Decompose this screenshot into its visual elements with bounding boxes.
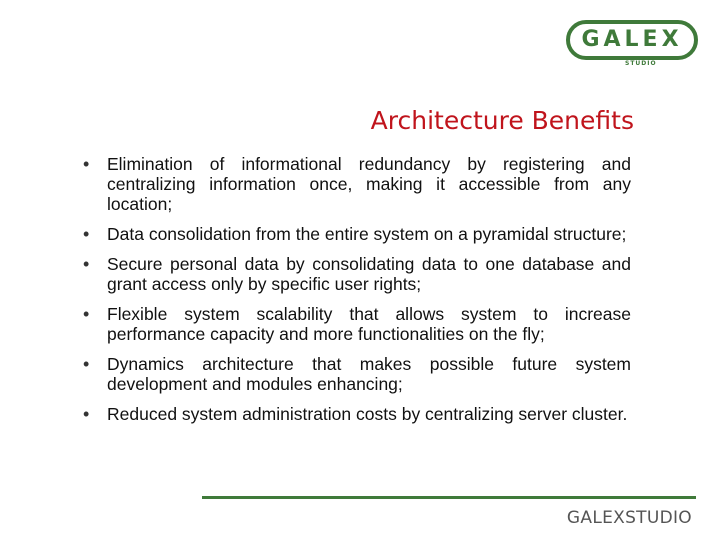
bullet-dot-icon: • [83, 224, 90, 244]
bullet-item [83, 304, 631, 344]
bullet-text: Secure personal data by consolidating data to one database and grant access only by specific user rights; [107, 254, 631, 294]
bullet-item [83, 224, 631, 244]
logo-main-text: GALEX [581, 27, 683, 52]
bullet-text: Dynamics architecture that makes possible future system development and modules enhancing; [107, 354, 631, 394]
bullet-text: Flexible system scalability that allows system to increase performance capacity and more functionalities on the fly; [107, 304, 631, 344]
bullet-dot-icon: • [83, 154, 90, 174]
bullet-text: Reduced system administration costs by centralizing server cluster. [107, 404, 628, 424]
bullet-text: Data consolidation from the entire system on a pyramidal structure; [107, 224, 627, 244]
brand-logo [566, 20, 704, 68]
bullet-dot-icon: • [83, 304, 90, 324]
bullet-text: Elimination of informational redundancy by registering and centralizing information once, making it accessible from any location; [107, 154, 631, 214]
bullet-dot-icon: • [83, 254, 90, 274]
bullet-item [83, 154, 631, 214]
bullet-dot-icon: • [83, 354, 90, 374]
bullet-list [83, 154, 631, 424]
bullet-item [83, 354, 631, 394]
bullet-dot-icon: • [83, 404, 90, 424]
bullet-item [83, 254, 631, 294]
slide-title: Architecture Benefits [370, 106, 634, 135]
logo-sub-text: STUDIO [622, 60, 708, 67]
bullet-item [83, 404, 631, 424]
footer-divider [202, 496, 696, 499]
footer-brand-text: GALEXSTUDIO [566, 508, 692, 528]
